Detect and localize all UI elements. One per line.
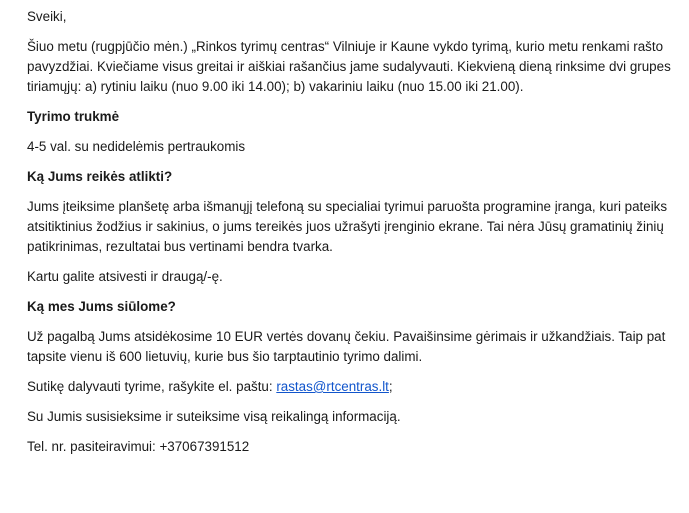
offer-heading: Ką mes Jums siūlome?: [27, 299, 176, 314]
duration-text: 4-5 val. su nedidelėmis pertraukomis: [27, 139, 246, 154]
phone-line: Tel. nr. pasiteiravimui: +37067391512: [27, 439, 250, 454]
email-body: [27, 7, 677, 457]
contact-line: [27, 377, 677, 397]
email-link[interactable]: rastas@rtcentras.lt: [276, 379, 389, 394]
task-paragraph: Jums įteiksime planšetę arba išmanųjį telefoną su specialiai tyrimui paruošta programine įranga, kuri pateiks atsitiktinius žodžius ir sakinius, o jums tereikės juos užrašyti įrenginio ekrane. Tai nėra Jūsų gramatinių žinių patikrinimas, rezultatai bus vertinami bendra tvarka.: [27, 199, 668, 254]
greeting-text: Sveiki,: [27, 9, 67, 24]
duration-heading: Tyrimo trukmė: [27, 109, 120, 124]
followup-text: Su Jumis susisieksime ir suteiksime visą reikalingą informaciją.: [27, 409, 401, 424]
offer-paragraph: Už pagalbą Jums atsidėkosime 10 EUR vertės dovanų čekiu. Pavaišinsime gėrimais ir užkandžiais. Taip pat tapsite vienu iš 600 lietuvių, kurie bus šio tarptautinio tyrimo dalimi.: [27, 329, 666, 364]
friend-note: Kartu galite atsivesti ir draugą/-ę.: [27, 269, 223, 284]
task-heading: Ką Jums reikės atlikti?: [27, 169, 173, 184]
intro-paragraph: Šiuo metu (rugpjūčio mėn.) „Rinkos tyrimų centras“ Vilniuje ir Kaune vykdo tyrimą, kurio metu renkami rašto pavyzdžiai. Kviečiame visus greitai ir aiškiai rašančius jame sudalyvauti. Kiekvieną dieną rinksime dvi grupes tiriamųjų: a) rytiniu laiku (nuo 9.00 iki 14.00); b) vakariniu laiku (nuo 15.00 iki 21.00).: [27, 39, 671, 94]
contact-suffix: ;: [388, 379, 393, 394]
contact-prefix: Sutikę dalyvauti tyrime, rašykite el. paštu:: [27, 379, 277, 394]
